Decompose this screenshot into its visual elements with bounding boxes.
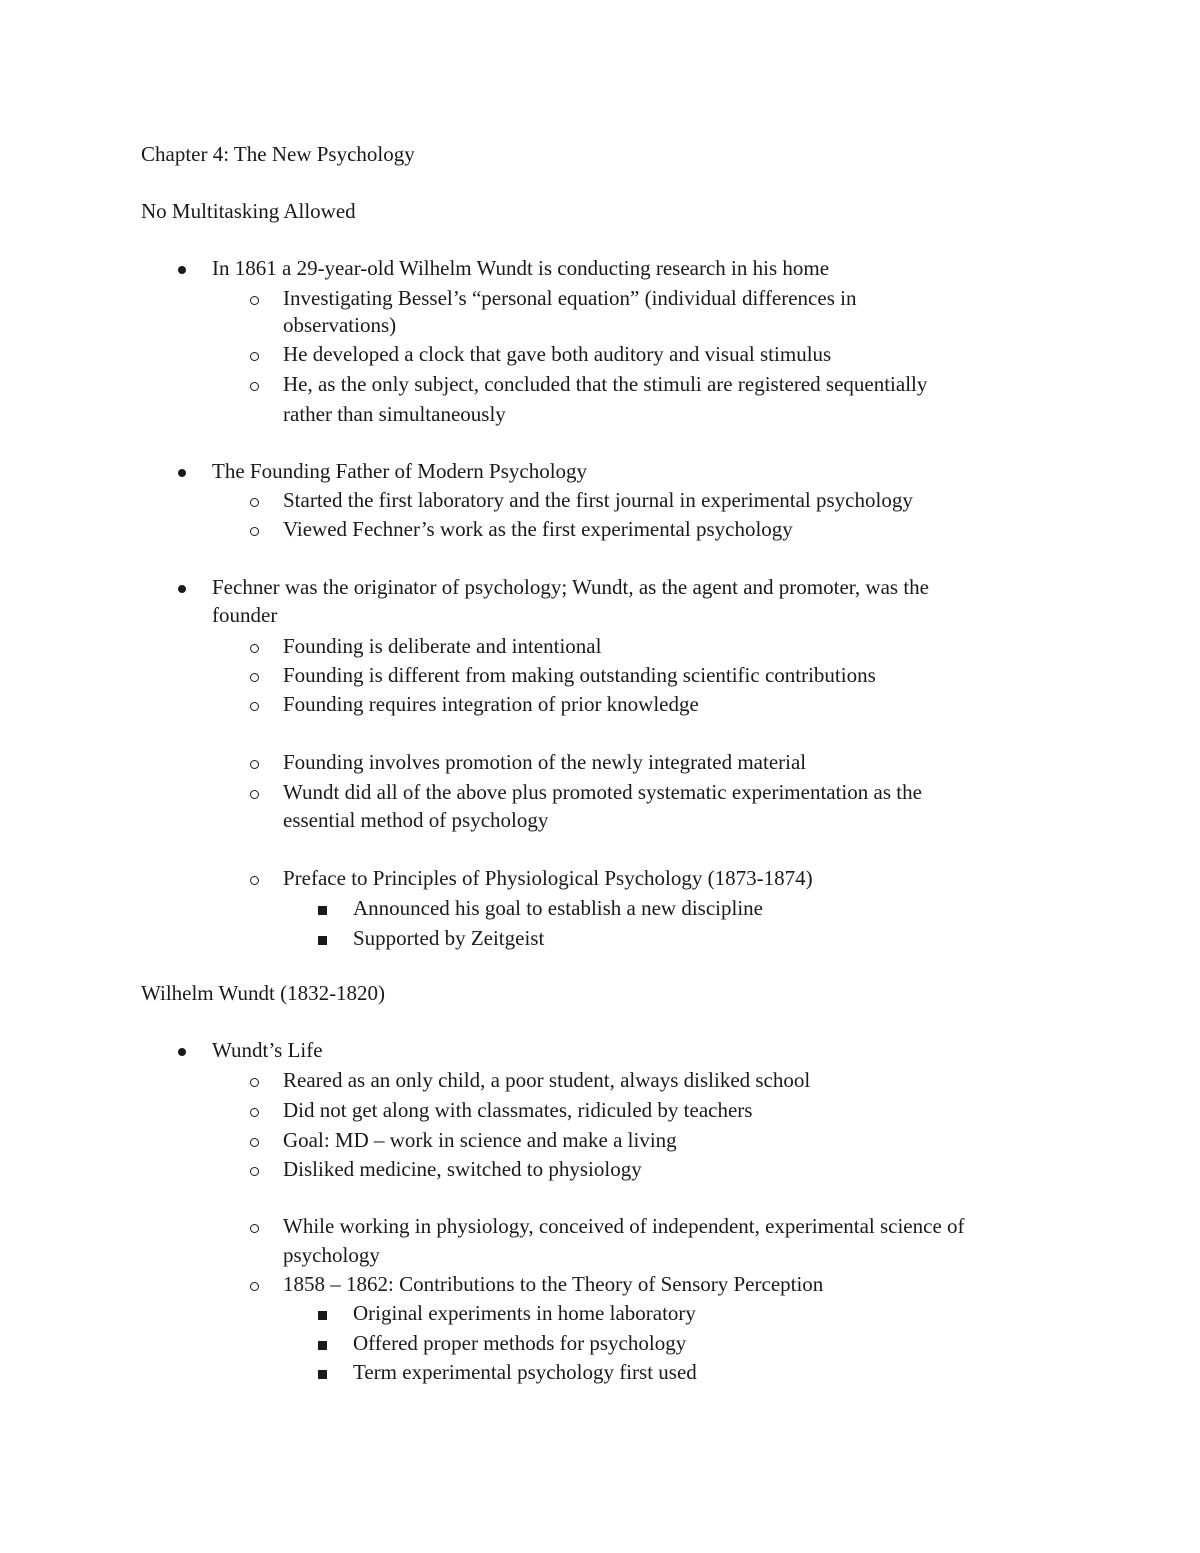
sub-bullet-text: Started the first laboratory and the first journal in experimental psychology — [283, 488, 913, 512]
sub-bullet-marker — [250, 485, 259, 515]
sub-sub-bullet-marker — [318, 1357, 327, 1387]
sub-bullet-text-cont: rather than simultaneously — [283, 402, 506, 426]
sub-bullet-marker — [250, 1095, 259, 1125]
sub-bullet-text: Did not get along with classmates, ridiculed by teachers — [283, 1098, 753, 1122]
bullet-text: In 1861 a 29-year-old Wilhelm Wundt is conducting research in his home — [212, 256, 830, 280]
sub-bullet-marker — [250, 369, 259, 399]
sub-bullet-text-cont: psychology — [283, 1243, 380, 1267]
sub-bullet-text-cont: observations) — [283, 313, 397, 337]
sub-sub-bullet-text: Announced his goal to establish a new discipline — [353, 896, 764, 920]
sub-bullet-marker — [250, 339, 259, 369]
sub-bullet-marker — [250, 777, 259, 807]
sub-sub-bullet-marker — [318, 1298, 327, 1328]
bullet-marker — [178, 1035, 186, 1065]
sub-bullet-text: Founding is different from making outstanding scientific contributions — [283, 663, 876, 687]
sub-bullet-text: Founding is deliberate and intentional — [283, 634, 602, 658]
sub-bullet-text: Reared as an only child, a poor student, always disliked school — [283, 1068, 811, 1092]
sub-bullet-text: He developed a clock that gave both auditory and visual stimulus — [283, 342, 832, 366]
sub-sub-bullet-text: Offered proper methods for psychology — [353, 1331, 687, 1355]
sub-bullet-text: He, as the only subject, concluded that the stimuli are registered sequentially — [283, 372, 928, 396]
bullet-text: Fechner was the originator of psychology; Wundt, as the agent and promoter, was the — [212, 575, 929, 599]
sub-bullet-marker — [250, 1269, 259, 1299]
bullet-text: Wundt’s Life — [212, 1038, 323, 1062]
sub-bullet-text: Goal: MD – work in science and make a living — [283, 1128, 677, 1152]
page-title: Chapter 4: The New Psychology — [141, 142, 415, 166]
sub-sub-bullet-marker — [318, 923, 327, 953]
sub-bullet-marker — [250, 863, 259, 893]
sub-bullet-text: 1858 – 1862: Contributions to the Theory of Sensory Perception — [283, 1272, 824, 1296]
sub-bullet-text: Preface to Principles of Physiological Psychology (1873-1874) — [283, 866, 813, 890]
sub-sub-bullet-marker — [318, 893, 327, 923]
sub-bullet-text: Founding requires integration of prior knowledge — [283, 692, 699, 716]
sub-bullet-text-cont: essential method of psychology — [283, 808, 549, 832]
sub-bullet-marker — [250, 689, 259, 719]
sub-bullet-marker — [250, 1211, 259, 1241]
sub-bullet-marker — [250, 631, 259, 661]
sub-bullet-marker — [250, 1154, 259, 1184]
sub-bullet-marker — [250, 747, 259, 777]
bullet-marker — [178, 253, 186, 283]
sub-bullet-text: Founding involves promotion of the newly integrated material — [283, 750, 807, 774]
bullet-marker — [178, 572, 186, 602]
sub-bullet-marker — [250, 283, 259, 313]
sub-bullet-marker — [250, 514, 259, 544]
section-heading: No Multitasking Allowed — [141, 199, 356, 223]
bullet-text-cont: founder — [212, 603, 278, 627]
bullet-marker — [178, 456, 186, 486]
sub-bullet-text: Disliked medicine, switched to physiology — [283, 1157, 642, 1181]
sub-bullet-text: While working in physiology, conceived of independent, experimental science of — [283, 1214, 965, 1238]
sub-bullet-text: Viewed Fechner’s work as the first experimental psychology — [283, 517, 793, 541]
sub-sub-bullet-text: Original experiments in home laboratory — [353, 1301, 696, 1325]
sub-sub-bullet-text: Supported by Zeitgeist — [353, 926, 545, 950]
sub-bullet-text: Investigating Bessel’s “personal equation” (individual differences in — [283, 286, 857, 310]
bullet-text: The Founding Father of Modern Psychology — [212, 459, 588, 483]
sub-sub-bullet-marker — [318, 1328, 327, 1358]
section-heading: Wilhelm Wundt (1832-1820) — [141, 981, 386, 1005]
sub-bullet-marker — [250, 660, 259, 690]
sub-sub-bullet-text: Term experimental psychology first used — [353, 1360, 697, 1384]
sub-bullet-text: Wundt did all of the above plus promoted systematic experimentation as the — [283, 780, 922, 804]
sub-bullet-marker — [250, 1065, 259, 1095]
sub-bullet-marker — [250, 1125, 259, 1155]
